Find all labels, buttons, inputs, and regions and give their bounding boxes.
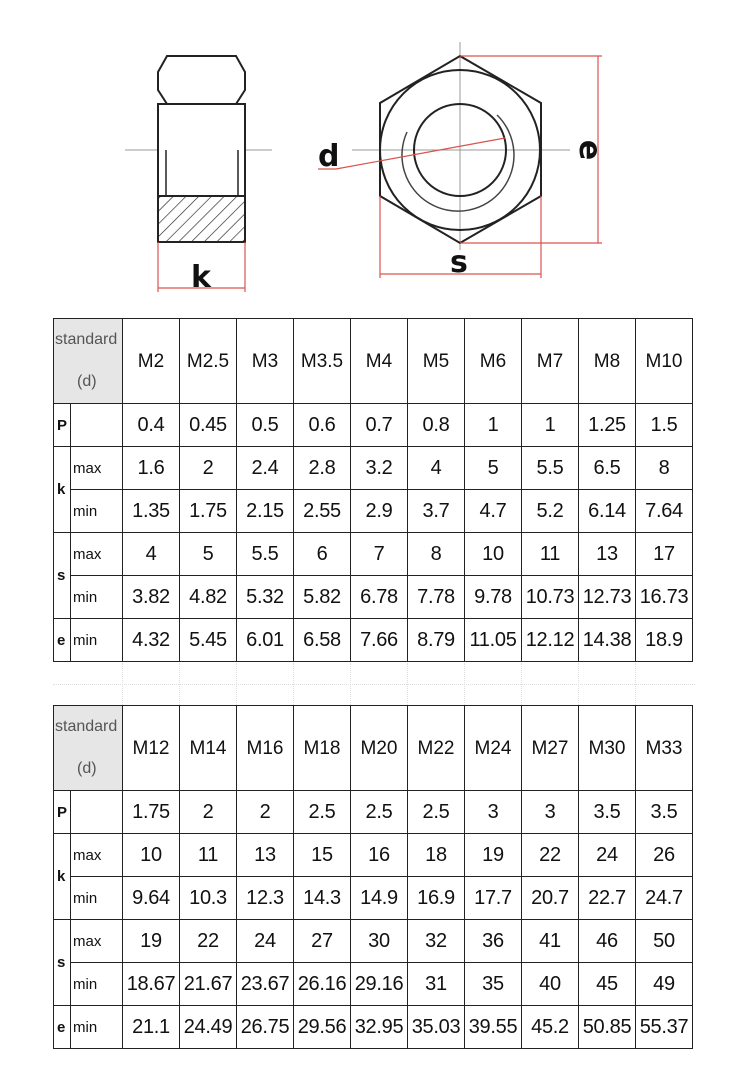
sub-label-min: min [71, 576, 123, 619]
value-cell: 2.5 [294, 791, 351, 834]
value-cell: 21.67 [180, 963, 237, 1006]
value-cell: 45.2 [522, 1006, 579, 1049]
k-max-row [54, 834, 693, 877]
value-cell: 10.3 [180, 877, 237, 920]
value-cell: 6.5 [579, 447, 636, 490]
value-cell: 27 [294, 920, 351, 963]
value-cell: 31 [408, 963, 465, 1006]
d-dimension [318, 138, 505, 174]
spec-table-m12-m33 [53, 705, 693, 1049]
value-cell: 40 [522, 963, 579, 1006]
size-cell: M18 [294, 706, 351, 791]
value-cell: 41 [522, 920, 579, 963]
standard-sub-label: (d) [77, 760, 97, 777]
d-label: d [318, 139, 340, 174]
value-cell: 4.7 [465, 490, 522, 533]
sub-label-min: min [71, 963, 123, 1006]
value-cell: 3.7 [408, 490, 465, 533]
value-cell: 2 [180, 447, 237, 490]
param-label-p: P [54, 791, 71, 834]
value-cell: 35 [465, 963, 522, 1006]
value-cell: 50.85 [579, 1006, 636, 1049]
k-dimension [158, 242, 245, 295]
value-cell: 16.9 [408, 877, 465, 920]
value-cell: 9.78 [465, 576, 522, 619]
value-cell: 18.67 [123, 963, 180, 1006]
value-cell: 3.2 [351, 447, 408, 490]
sub-label-min: min [71, 877, 123, 920]
value-cell: 30 [351, 920, 408, 963]
side-chamfer-top [158, 56, 245, 104]
value-cell: 18.9 [636, 619, 693, 662]
size-cell: M8 [579, 319, 636, 404]
value-cell: 15 [294, 834, 351, 877]
value-cell: 32 [408, 920, 465, 963]
value-cell: 1.75 [123, 791, 180, 834]
value-cell: 9.64 [123, 877, 180, 920]
spec-table-m2-m10 [53, 318, 693, 662]
value-cell: 5.32 [237, 576, 294, 619]
value-cell: 4 [408, 447, 465, 490]
value-cell: 6.14 [579, 490, 636, 533]
value-cell: 2.55 [294, 490, 351, 533]
value-cell: 5.45 [180, 619, 237, 662]
size-cell: M2 [123, 319, 180, 404]
value-cell: 24.49 [180, 1006, 237, 1049]
value-cell: 14.3 [294, 877, 351, 920]
value-cell: 12.3 [237, 877, 294, 920]
value-cell: 3.82 [123, 576, 180, 619]
s-label: s [450, 245, 468, 280]
value-cell: 23.67 [237, 963, 294, 1006]
value-cell: 0.45 [180, 404, 237, 447]
standard-label: standard [55, 331, 118, 348]
value-cell: 5.5 [237, 533, 294, 576]
k-label: k [191, 260, 211, 295]
value-cell: 6.01 [237, 619, 294, 662]
value-cell: 2.8 [294, 447, 351, 490]
value-cell: 6 [294, 533, 351, 576]
e-label: e [572, 139, 607, 161]
e-min-row [54, 619, 693, 662]
value-cell: 2.15 [237, 490, 294, 533]
value-cell: 1.35 [123, 490, 180, 533]
value-cell: 8 [408, 533, 465, 576]
size-cell: M6 [465, 319, 522, 404]
s-max-row [54, 533, 693, 576]
table-gap [53, 663, 695, 705]
side-section-hatch [158, 196, 245, 242]
value-cell: 1.25 [579, 404, 636, 447]
value-cell: 0.5 [237, 404, 294, 447]
sub-label-min: min [71, 619, 123, 662]
size-cell: M12 [123, 706, 180, 791]
value-cell: 0.4 [123, 404, 180, 447]
value-cell: 1 [522, 404, 579, 447]
value-cell: 4 [123, 533, 180, 576]
value-cell: 19 [123, 920, 180, 963]
param-label-s: s [54, 533, 71, 619]
value-cell: 12.12 [522, 619, 579, 662]
value-cell: 12.73 [579, 576, 636, 619]
value-cell: 55.37 [636, 1006, 693, 1049]
value-cell: 22.7 [579, 877, 636, 920]
size-cell: M33 [636, 706, 693, 791]
value-cell: 8 [636, 447, 693, 490]
sub-label-max: max [71, 834, 123, 877]
value-cell: 11 [522, 533, 579, 576]
k-min-row [54, 877, 693, 920]
value-cell: 7.78 [408, 576, 465, 619]
size-cell: M4 [351, 319, 408, 404]
value-cell: 32.95 [351, 1006, 408, 1049]
value-cell: 22 [180, 920, 237, 963]
s-min-row [54, 963, 693, 1006]
size-cell: M14 [180, 706, 237, 791]
sub-label-max: max [71, 920, 123, 963]
k-max-row [54, 447, 693, 490]
hex-nut-drawing [0, 0, 747, 312]
value-cell: 16.73 [636, 576, 693, 619]
size-cell: M7 [522, 319, 579, 404]
s-min-row [54, 576, 693, 619]
size-header-row [54, 319, 693, 404]
value-cell: 10 [123, 834, 180, 877]
value-cell: 29.56 [294, 1006, 351, 1049]
value-cell: 5 [180, 533, 237, 576]
value-cell: 0.7 [351, 404, 408, 447]
value-cell: 26 [636, 834, 693, 877]
side-view [125, 56, 272, 242]
value-cell: 50 [636, 920, 693, 963]
standard-header [54, 706, 123, 791]
size-cell: M16 [237, 706, 294, 791]
value-cell: 3.5 [636, 791, 693, 834]
value-cell: 5.2 [522, 490, 579, 533]
value-cell: 22 [522, 834, 579, 877]
value-cell: 5.5 [522, 447, 579, 490]
value-cell: 1.5 [636, 404, 693, 447]
value-cell: 49 [636, 963, 693, 1006]
standard-header [54, 319, 123, 404]
value-cell: 5 [465, 447, 522, 490]
size-header-row [54, 706, 693, 791]
sub-label-max: max [71, 533, 123, 576]
standard-label: standard [55, 718, 118, 735]
value-cell: 4.32 [123, 619, 180, 662]
value-cell: 1.75 [180, 490, 237, 533]
size-cell: M3.5 [294, 319, 351, 404]
size-cell: M3 [237, 319, 294, 404]
param-label-k: k [54, 447, 71, 533]
value-cell: 10.73 [522, 576, 579, 619]
k-min-row [54, 490, 693, 533]
value-cell: 11.05 [465, 619, 522, 662]
size-cell: M27 [522, 706, 579, 791]
value-cell: 13 [237, 834, 294, 877]
value-cell: 36 [465, 920, 522, 963]
value-cell: 6.78 [351, 576, 408, 619]
value-cell: 17.7 [465, 877, 522, 920]
value-cell: 24 [579, 834, 636, 877]
sub-label-min: min [71, 1006, 123, 1049]
size-cell: M30 [579, 706, 636, 791]
value-cell: 24.7 [636, 877, 693, 920]
sub-label-empty [71, 404, 123, 447]
value-cell: 8.79 [408, 619, 465, 662]
value-cell: 26.16 [294, 963, 351, 1006]
param-label-s: s [54, 920, 71, 1006]
value-cell: 7 [351, 533, 408, 576]
value-cell: 17 [636, 533, 693, 576]
value-cell: 2 [237, 791, 294, 834]
value-cell: 29.16 [351, 963, 408, 1006]
value-cell: 20.7 [522, 877, 579, 920]
value-cell: 1.6 [123, 447, 180, 490]
value-cell: 7.64 [636, 490, 693, 533]
standard-sub-label: (d) [77, 373, 97, 390]
value-cell: 6.58 [294, 619, 351, 662]
value-cell: 46 [579, 920, 636, 963]
value-cell: 0.6 [294, 404, 351, 447]
value-cell: 10 [465, 533, 522, 576]
s-max-row [54, 920, 693, 963]
value-cell: 2 [180, 791, 237, 834]
size-cell: M2.5 [180, 319, 237, 404]
value-cell: 2.9 [351, 490, 408, 533]
param-label-k: k [54, 834, 71, 920]
size-cell: M10 [636, 319, 693, 404]
value-cell: 21.1 [123, 1006, 180, 1049]
value-cell: 3 [522, 791, 579, 834]
value-cell: 4.82 [180, 576, 237, 619]
value-cell: 2.5 [351, 791, 408, 834]
pitch-row [54, 791, 693, 834]
value-cell: 26.75 [237, 1006, 294, 1049]
param-label-e: e [54, 1006, 71, 1049]
value-cell: 16 [351, 834, 408, 877]
value-cell: 45 [579, 963, 636, 1006]
value-cell: 1 [465, 404, 522, 447]
value-cell: 18 [408, 834, 465, 877]
sub-label-min: min [71, 490, 123, 533]
value-cell: 2.5 [408, 791, 465, 834]
value-cell: 7.66 [351, 619, 408, 662]
value-cell: 24 [237, 920, 294, 963]
size-cell: M20 [351, 706, 408, 791]
value-cell: 11 [180, 834, 237, 877]
sub-label-empty [71, 791, 123, 834]
value-cell: 35.03 [408, 1006, 465, 1049]
size-cell: M22 [408, 706, 465, 791]
value-cell: 3 [465, 791, 522, 834]
sub-label-max: max [71, 447, 123, 490]
value-cell: 13 [579, 533, 636, 576]
value-cell: 19 [465, 834, 522, 877]
value-cell: 0.8 [408, 404, 465, 447]
value-cell: 14.9 [351, 877, 408, 920]
value-cell: 14.38 [579, 619, 636, 662]
param-label-e: e [54, 619, 71, 662]
pitch-row [54, 404, 693, 447]
e-min-row [54, 1006, 693, 1049]
value-cell: 3.5 [579, 791, 636, 834]
side-body [158, 104, 245, 196]
size-cell: M24 [465, 706, 522, 791]
value-cell: 2.4 [237, 447, 294, 490]
value-cell: 39.55 [465, 1006, 522, 1049]
size-cell: M5 [408, 319, 465, 404]
param-label-p: P [54, 404, 71, 447]
value-cell: 5.82 [294, 576, 351, 619]
